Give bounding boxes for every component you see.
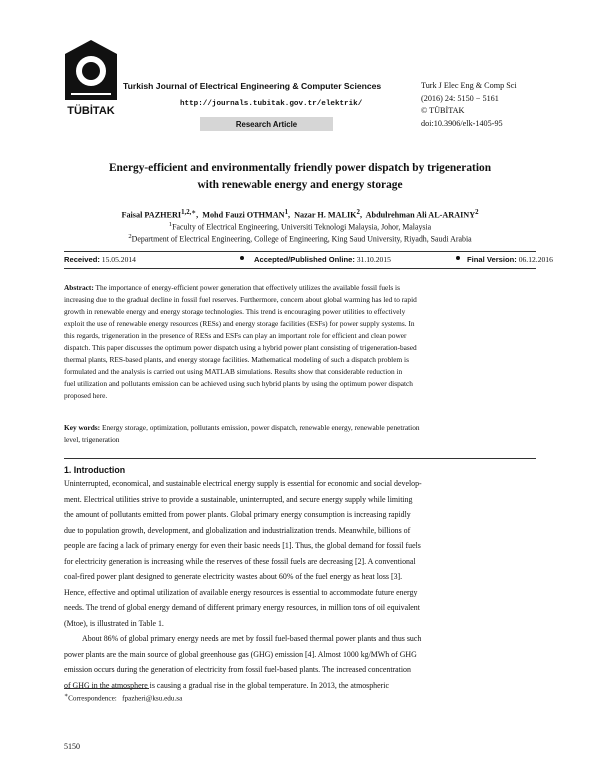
- abstract-line: increasing due to the gradual decline in fossil fuel reserves. Furthermore, concern about global warming has led to rapid: [64, 295, 417, 304]
- keywords-line: level, trigeneration: [64, 435, 120, 444]
- body-line: Hence, effective and optimal utilization of available energy resources is essential to accommodate future energy: [64, 587, 418, 597]
- abstract-line: growth in renewable energy and energy storage technologies. This trend is encouraging power utilities to effectively: [64, 307, 406, 316]
- article-type-badge: Research Article: [200, 117, 333, 131]
- bullet-icon: [456, 256, 460, 260]
- abstract-line: Abstract: The importance of energy-efficient power generation that effectively utilizes the available fossil fuels is: [64, 283, 400, 292]
- body-line: ment. Electrical utilities strive to provide a sustainable, uninterrupted, and secure energy supply while limiting: [64, 494, 413, 504]
- body-line: coal-fired power plant designed to generate electricity wastes about 60% of the fuel energy as heat loss [3].: [64, 572, 403, 581]
- body-line: for electricity generation is increasing while the reserves of these fossil fuels are decreasing [2]. A conventional: [64, 556, 416, 566]
- citation-doi[interactable]: doi:10.3906/elk-1405-95: [421, 118, 503, 128]
- author-name: Mohd Fauzi OTHMAN: [202, 210, 285, 220]
- divider: [64, 251, 536, 252]
- title-line: Energy-efficient and environmentally friendly power dispatch by trigeneration: [108, 162, 492, 174]
- citation-copyright: © TÜBİTAK: [421, 106, 465, 115]
- abstract-line: exploit the use of renewable energy resources (RESs) and energy storage facilities (ESFs) for power supply systems. In: [64, 319, 415, 328]
- author-list: Faisal $PAZHERI^{1,2,∗}$, Mohd Fauzi OTHMAN$^1$, Nazar H. MALIK$^2$, Abdulrehman Ali AL-ARAINY$^2$: [121, 209, 479, 220]
- tubitak-logo: [63, 38, 119, 118]
- body-line: of GHG in the atmosphere is causing a gradual rise in the global temperature. In 2013, the atmospheric: [64, 680, 389, 690]
- author-sup: 1: [284, 209, 288, 216]
- bullet-icon: [240, 256, 244, 260]
- keywords-label: Key words:: [64, 423, 101, 432]
- body-line: power plants are the main source of global greenhouse gas (GHG) emission [4]. Almost 1000 kg/MWh of GHG: [64, 649, 417, 659]
- body-line: due to population growth, development, and globalization and industrialization trends. Meanwhile, billions of: [64, 525, 411, 535]
- affiliation-sup: 2: [128, 233, 132, 240]
- abstract-line: proposed here.: [64, 391, 108, 400]
- abstract-line: thermal plants, RES-based plants, and energy storage facilities. Mathematical modeling of such a dispatch problem is: [64, 355, 409, 364]
- author-sup: 2: [356, 209, 360, 216]
- author-name: Nazar H. MALIK: [294, 210, 357, 220]
- author-sup: 2: [475, 209, 479, 216]
- body-line: needs. The trend of global energy demand of different primary energy resources, in million tons of oil equivalent: [64, 603, 420, 612]
- footnote-rule: [64, 688, 149, 689]
- divider: [64, 268, 536, 269]
- author-name: Faisal PAZHERI: [121, 210, 182, 220]
- affiliation-1: [40, 221, 560, 232]
- abstract-line: fuel utilization and pollutants emission can be achieved using such hybrid plants by using the optimum power dispatch: [64, 379, 413, 388]
- svg-text:TÜBİTAK: TÜBİTAK: [67, 105, 115, 117]
- final-version-date: Final Version: 06.12.2016: [467, 255, 553, 264]
- correspondence-email[interactable]: fpazheri@ksu.edu.sa: [122, 694, 183, 703]
- abstract-line: formulated and the analysis is carried out using MATLAB simulations. Results show that considerable reduction in: [64, 367, 403, 376]
- paper-title: [40, 160, 560, 193]
- footnote: [64, 692, 182, 702]
- body-line: people are facing a lack of primary energy for even their basic needs [1]. Thus, the global demand for fossil fuels: [64, 541, 421, 550]
- author-sup: 1,2,∗: [181, 209, 197, 216]
- abstract-line: dispatch. This paper discusses the optimum power dispatch using a hybrid power plant consisting of trigeneration-based: [64, 343, 417, 352]
- journal-name: Turkish Journal of Electrical Engineering & Computer Sciences: [123, 81, 382, 91]
- affiliation-sup: 1: [168, 221, 173, 228]
- received-date: Received: 15.05.2014: [64, 255, 136, 264]
- accepted-date: Accepted/Published Online: 31.10.2015: [254, 255, 391, 264]
- page-number: 5150: [64, 742, 80, 751]
- abstract-label: Abstract:: [64, 283, 94, 292]
- keywords: [64, 422, 536, 446]
- intro-paragraph-2: [64, 631, 536, 693]
- tubitak-emblem-icon: [63, 38, 119, 118]
- affiliation-text: Faculty of Electrical Engineering, Universiti Teknologi Malaysia, Johor, Malaysia: [172, 222, 432, 232]
- body-line: Uninterrupted, economical, and sustainable electrical energy supply is essential for economic and social develop-: [64, 479, 422, 488]
- abstract-line: this regards, trigeneration in the presence of RESs and ESFs can play an important role for efficient and clean power: [64, 331, 407, 340]
- keywords-line: Key words: Energy storage, optimization, pollutants emission, power dispatch, renewable energy, renewable penetration: [64, 423, 420, 432]
- title-line: with renewable energy and energy storage: [197, 178, 403, 191]
- journal-url-link[interactable]: http://journals.tubitak.gov.tr/elektrik/: [180, 100, 363, 108]
- affiliation-text: Department of Electrical Engineering, College of Engineering, King Saud University, Riyadh, Saudi Arabia: [131, 234, 472, 244]
- section-heading: 1. Introduction: [64, 465, 126, 475]
- citation-journal: Turk J Elec Eng & Comp Sci: [421, 81, 517, 90]
- footnote-label: Correspondence:: [68, 694, 117, 703]
- footnote-sup: ∗: [64, 693, 69, 699]
- body-line: About 86% of global primary energy needs are met by fossil fuel-based thermal power plants and thus such: [82, 634, 422, 643]
- intro-paragraph-1: [64, 476, 536, 631]
- divider: [64, 458, 536, 459]
- citation-volume: (2016) 24: 5150 − 5161: [421, 93, 499, 103]
- body-line: emission occurs during the generation of electricity from fossil fuel-based plants. The increased concentration: [64, 665, 411, 674]
- citation-block: [421, 80, 517, 130]
- body-line: the amount of pollutants emitted from power plants. Global primary energy consumption is increasing rapidly: [64, 510, 411, 519]
- affiliation-2: [40, 233, 560, 244]
- author-name: Abdulrehman Ali AL-ARAINY: [365, 210, 476, 220]
- body-line: (Mtoe), is illustrated in Table 1.: [64, 618, 164, 628]
- abstract: [64, 282, 536, 402]
